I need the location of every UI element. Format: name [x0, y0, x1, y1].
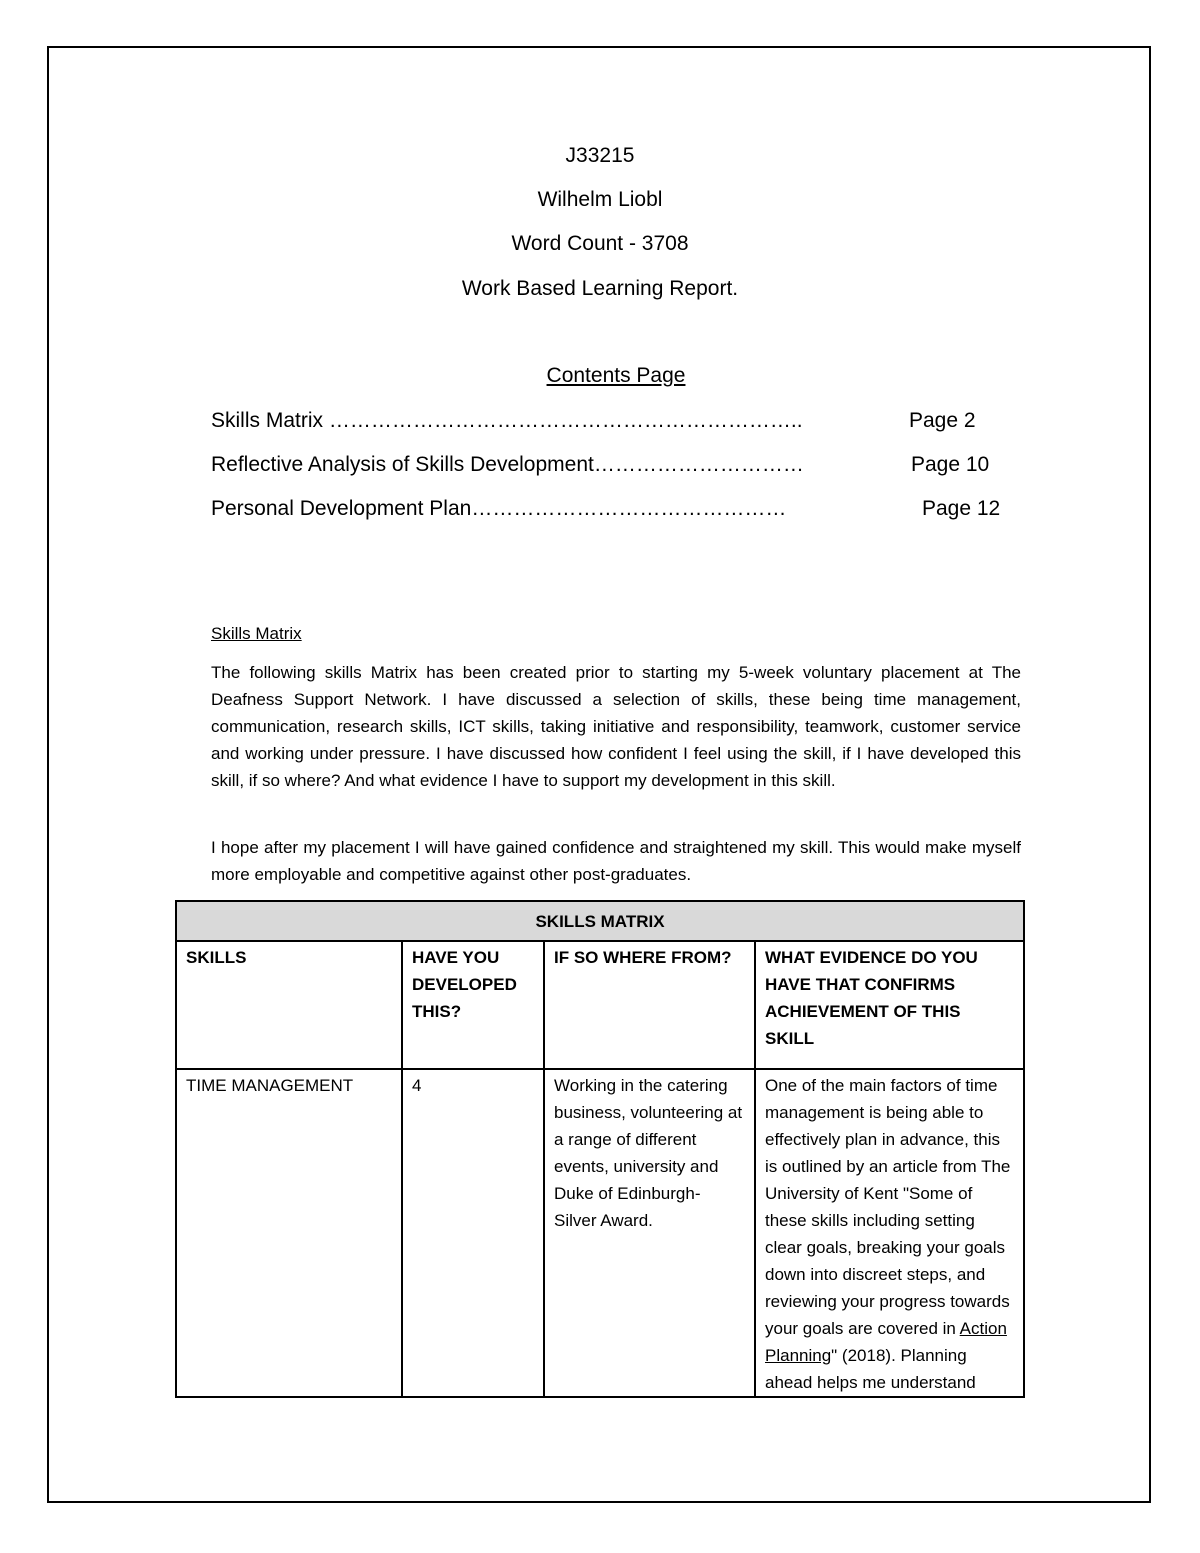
word-count: Word Count - 3708: [511, 232, 689, 255]
toc-entry-label: Skills Matrix: [211, 409, 324, 432]
header-developed: HAVE YOU DEVELOPED THIS?: [402, 941, 544, 1069]
toc-entry-label: Personal Development Plan: [211, 497, 472, 520]
header-where-from: IF SO WHERE FROM?: [544, 941, 755, 1069]
report-title: Work Based Learning Report.: [461, 277, 739, 300]
toc-entry-personal-development-plan[interactable]: [211, 497, 786, 521]
cell-skill: TIME MANAGEMENT: [176, 1069, 402, 1397]
intro-paragraph: The following skills Matrix has been created prior to starting my 5-week voluntary placement at The Deafness Support Network. I have discussed a selection of skills, these being time management, communication, research skills, ICT skills, taking initiative and responsibility, teamwork, customer service and working under pressure. I have discussed how confident I feel using the skill, if I have developed this skill, if so where? And what evidence I have to support my development in this skill.: [211, 663, 1021, 790]
author-name: Wilhelm Liobl: [537, 188, 663, 211]
matrix-title: SKILLS MATRIX: [176, 901, 1024, 941]
toc-entry-dots: …………………………………………………………..: [328, 409, 803, 432]
toc-entry-page: Page 12: [922, 497, 1001, 520]
evidence-text: One of the main factors of time management is being able to effectively plan in advance, this is outlined by an article from The University of Kent "Some of these skills including setting clear goals, breaking your goals down into discreet steps, and reviewing your progress towards your goals are covered in: [765, 1076, 1011, 1338]
hope-paragraph: I hope after my placement I will have gained confidence and straightened my skill. This would make myself more employable and competitive against other post-graduates.: [211, 838, 1021, 884]
document-id: J33215: [565, 144, 635, 167]
toc-entry-page: Page 2: [909, 409, 976, 432]
contents-heading: Contents Page: [546, 364, 686, 387]
toc-entry-skills-matrix[interactable]: [211, 409, 803, 433]
cell-developed: 4: [402, 1069, 544, 1397]
header-skills: SKILLS: [176, 941, 402, 1069]
evidence-text-continued: " (2018). Planning ahead helps me understand: [765, 1346, 976, 1392]
cell-evidence: [755, 1069, 1024, 1397]
cell-where-from: Working in the catering business, volunteering at a range of different events, university and Duke of Edinburgh- Silver Award.: [544, 1069, 755, 1397]
toc-entry-label: Reflective Analysis of Skills Development: [211, 453, 594, 476]
action-planning-link[interactable]: Action Planning: [765, 1319, 1007, 1365]
skills-matrix-table: [175, 900, 1025, 1398]
skills-matrix-heading: Skills Matrix: [211, 624, 302, 643]
header-evidence: WHAT EVIDENCE DO YOU HAVE THAT CONFIRMS ACHIEVEMENT OF THIS SKILL: [755, 941, 1024, 1069]
toc-entry-dots: ………………………………………: [471, 497, 787, 520]
toc-entry-reflective-analysis[interactable]: [211, 453, 804, 477]
toc-entry-dots: …………………………: [593, 453, 804, 476]
table-row: [176, 1069, 1024, 1397]
matrix-title-row: [176, 901, 1024, 941]
toc-entry-page: Page 10: [911, 453, 990, 476]
matrix-header-row: [176, 941, 1024, 1069]
